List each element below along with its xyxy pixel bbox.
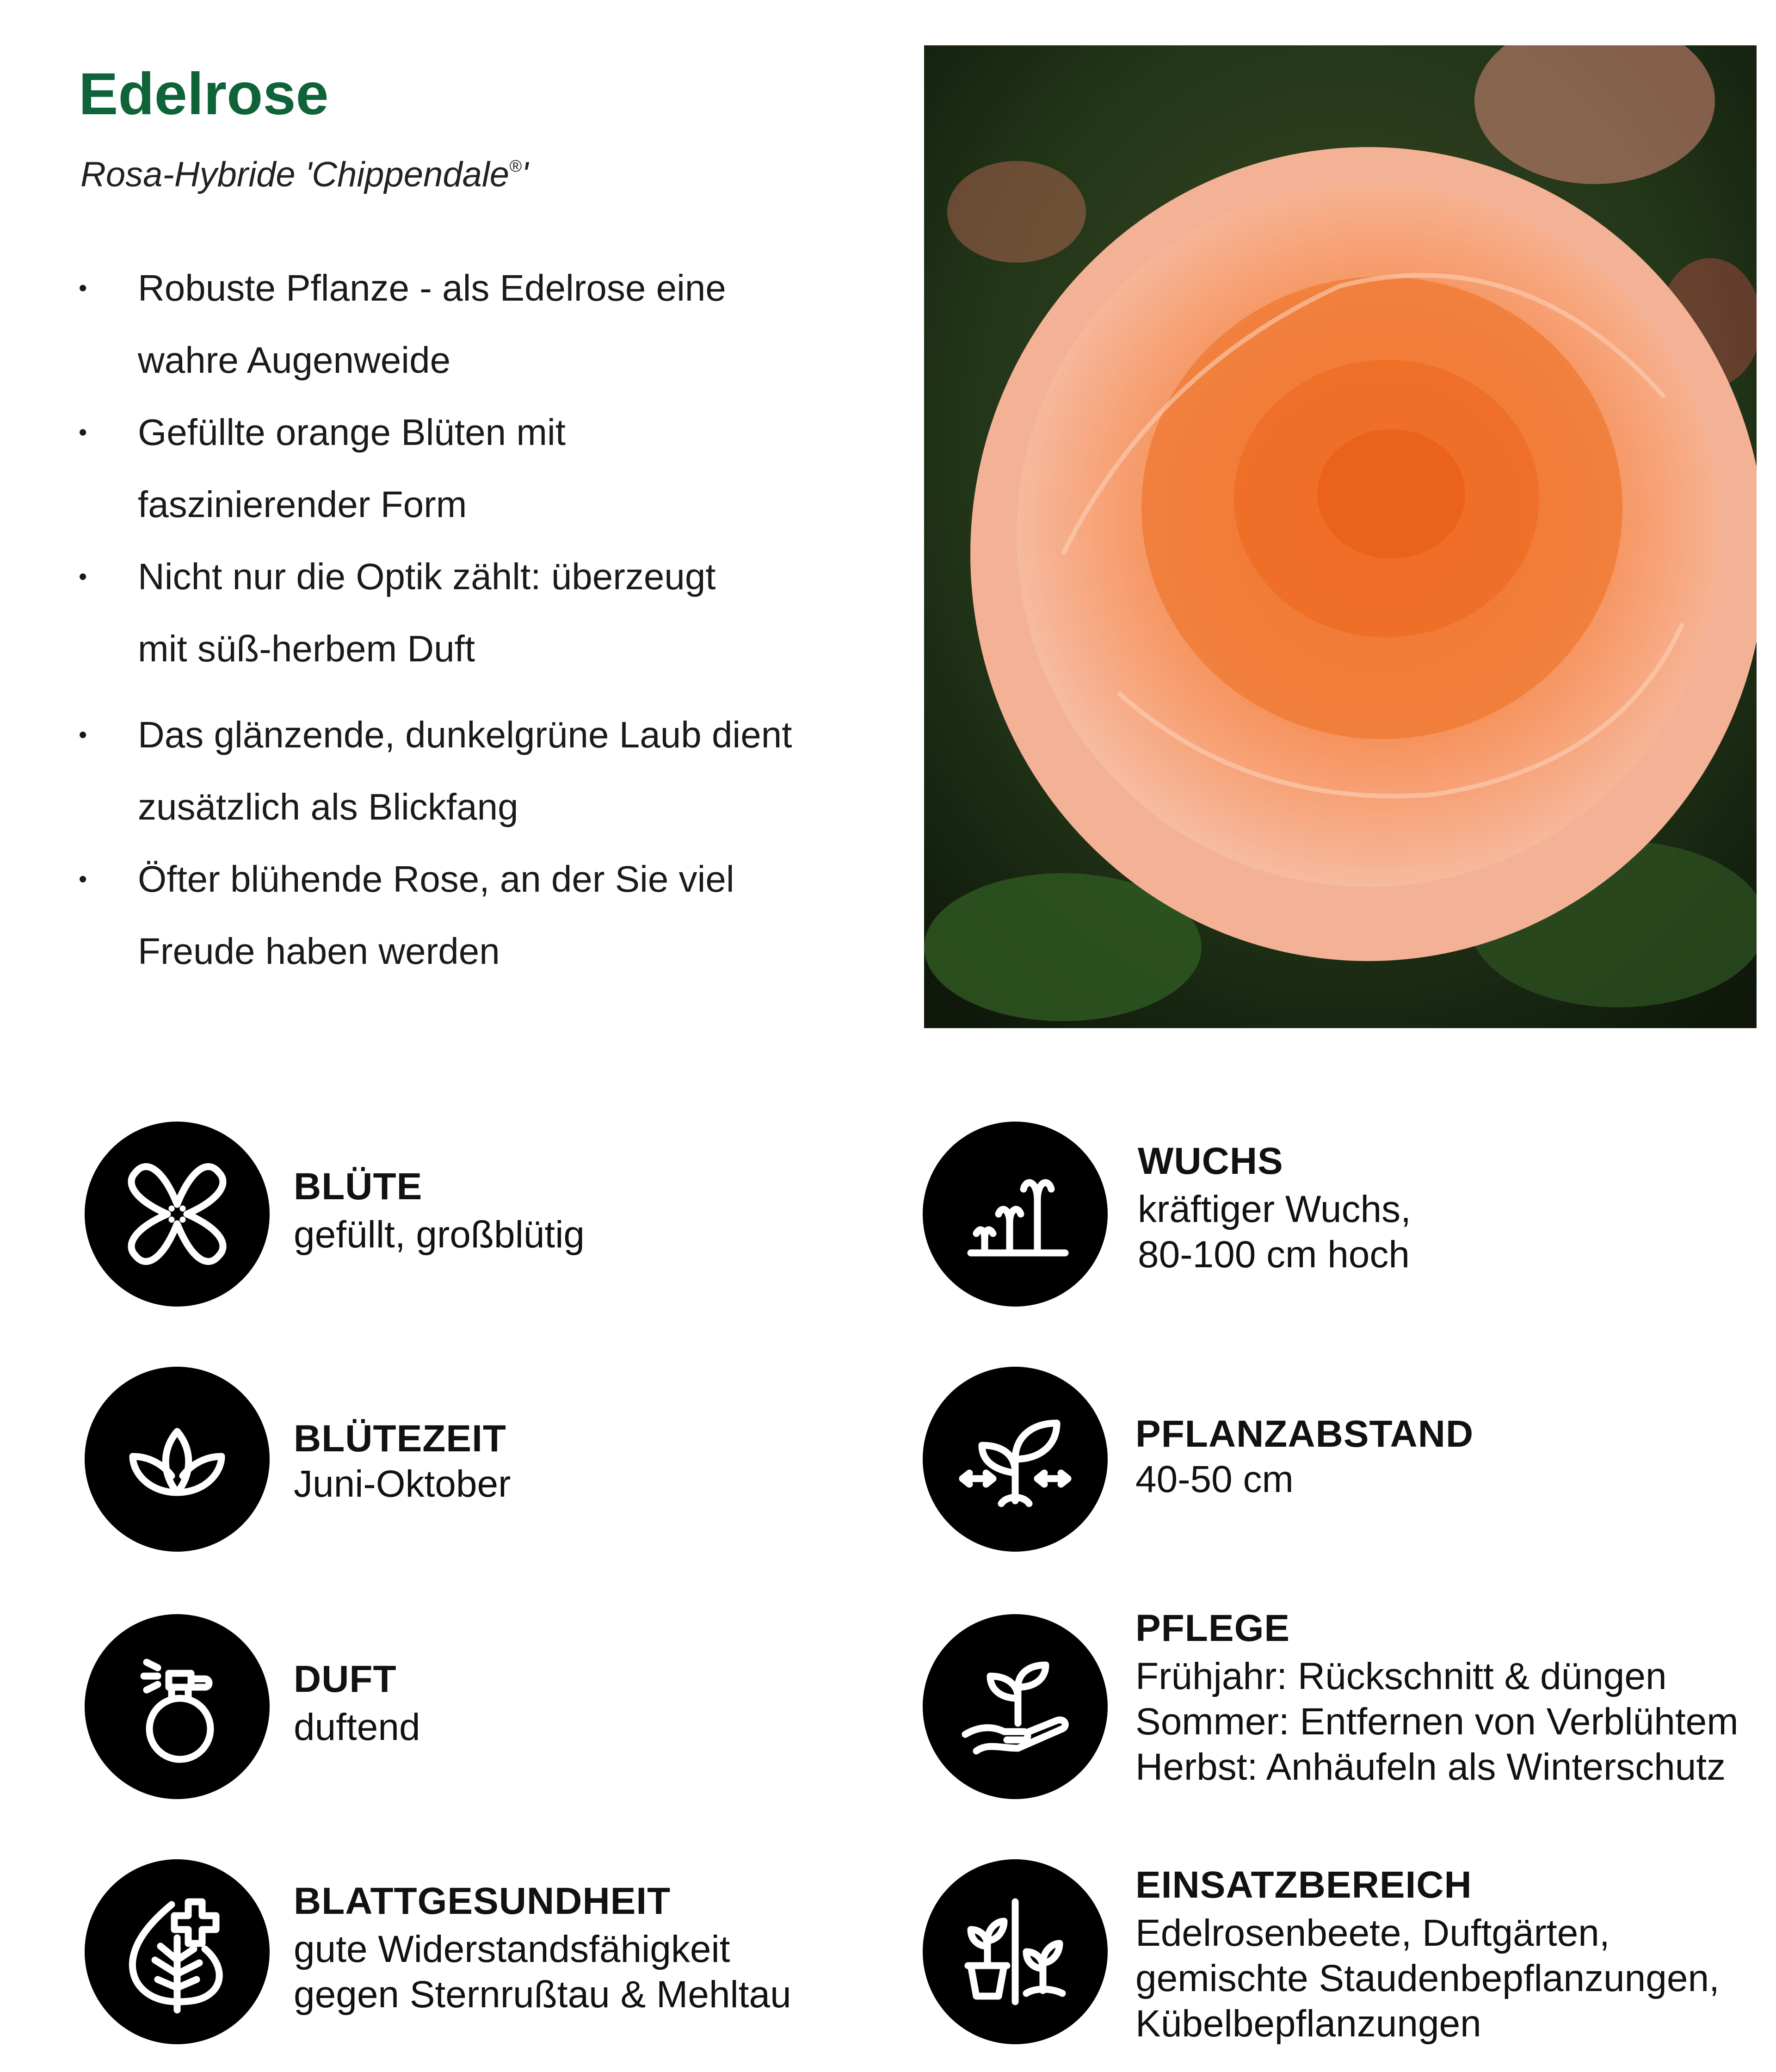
list-item: • Gefüllte orange Blüten mit faszinierender Form: [79, 396, 893, 541]
feature-bluete: BLÜTE gefüllt, großblütig: [294, 1166, 585, 1256]
list-item: • Nicht nur die Optik zählt: überzeugt mit süß-herbem Duft: [79, 541, 893, 685]
feature-duft: DUFT duftend: [294, 1658, 420, 1748]
pot-garden-icon: [923, 1859, 1108, 2044]
perfume-icon: [85, 1614, 270, 1799]
feature-blattgesundheit: BLATTGESUNDHEIT gute Widerstandsfähigkeit gegen Sternrußtau & Mehltau: [294, 1880, 791, 2016]
feature-einsatzbereich: EINSATZBEREICH Edelrosenbeete, Duftgärten, gemischte Staudenbepflanzungen, Kübelbepflanzungen: [1135, 1864, 1720, 2045]
lotus-icon: [85, 1367, 270, 1552]
flower-icon: [85, 1122, 270, 1307]
hand-plant-icon: [923, 1614, 1108, 1799]
feature-bluetezeit: BLÜTEZEIT Juni-Oktober: [294, 1418, 511, 1505]
growth-icon: [923, 1122, 1108, 1307]
feature-wuchs: WUCHS kräftiger Wuchs, 80-100 cm hoch: [1138, 1140, 1411, 1276]
page-title: Edelrose: [79, 61, 329, 127]
list-item: • Öfter blühende Rose, an der Sie viel Freude haben werden: [79, 843, 893, 987]
botanical-name: Rosa-Hybride 'Chippendale®': [80, 155, 529, 194]
feature-pflanzabstand: PFLANZABSTAND 40-50 cm: [1135, 1413, 1474, 1500]
plant-spacing-icon: [923, 1367, 1108, 1552]
feature-list: [79, 252, 893, 987]
list-item: • Das glänzende, dunkelgrüne Laub dient zusätzlich als Blickfang: [79, 699, 893, 843]
list-item: • Robuste Pflanze - als Edelrose eine wahre Augenweide: [79, 252, 893, 396]
leaf-health-icon: [85, 1859, 270, 2044]
feature-pflege: PFLEGE Frühjahr: Rückschnitt & düngen Sommer: Entfernen von Verblühtem Herbst: Anhäufeln als Winterschutz: [1135, 1607, 1739, 1788]
rose-photo: [924, 45, 1757, 1028]
